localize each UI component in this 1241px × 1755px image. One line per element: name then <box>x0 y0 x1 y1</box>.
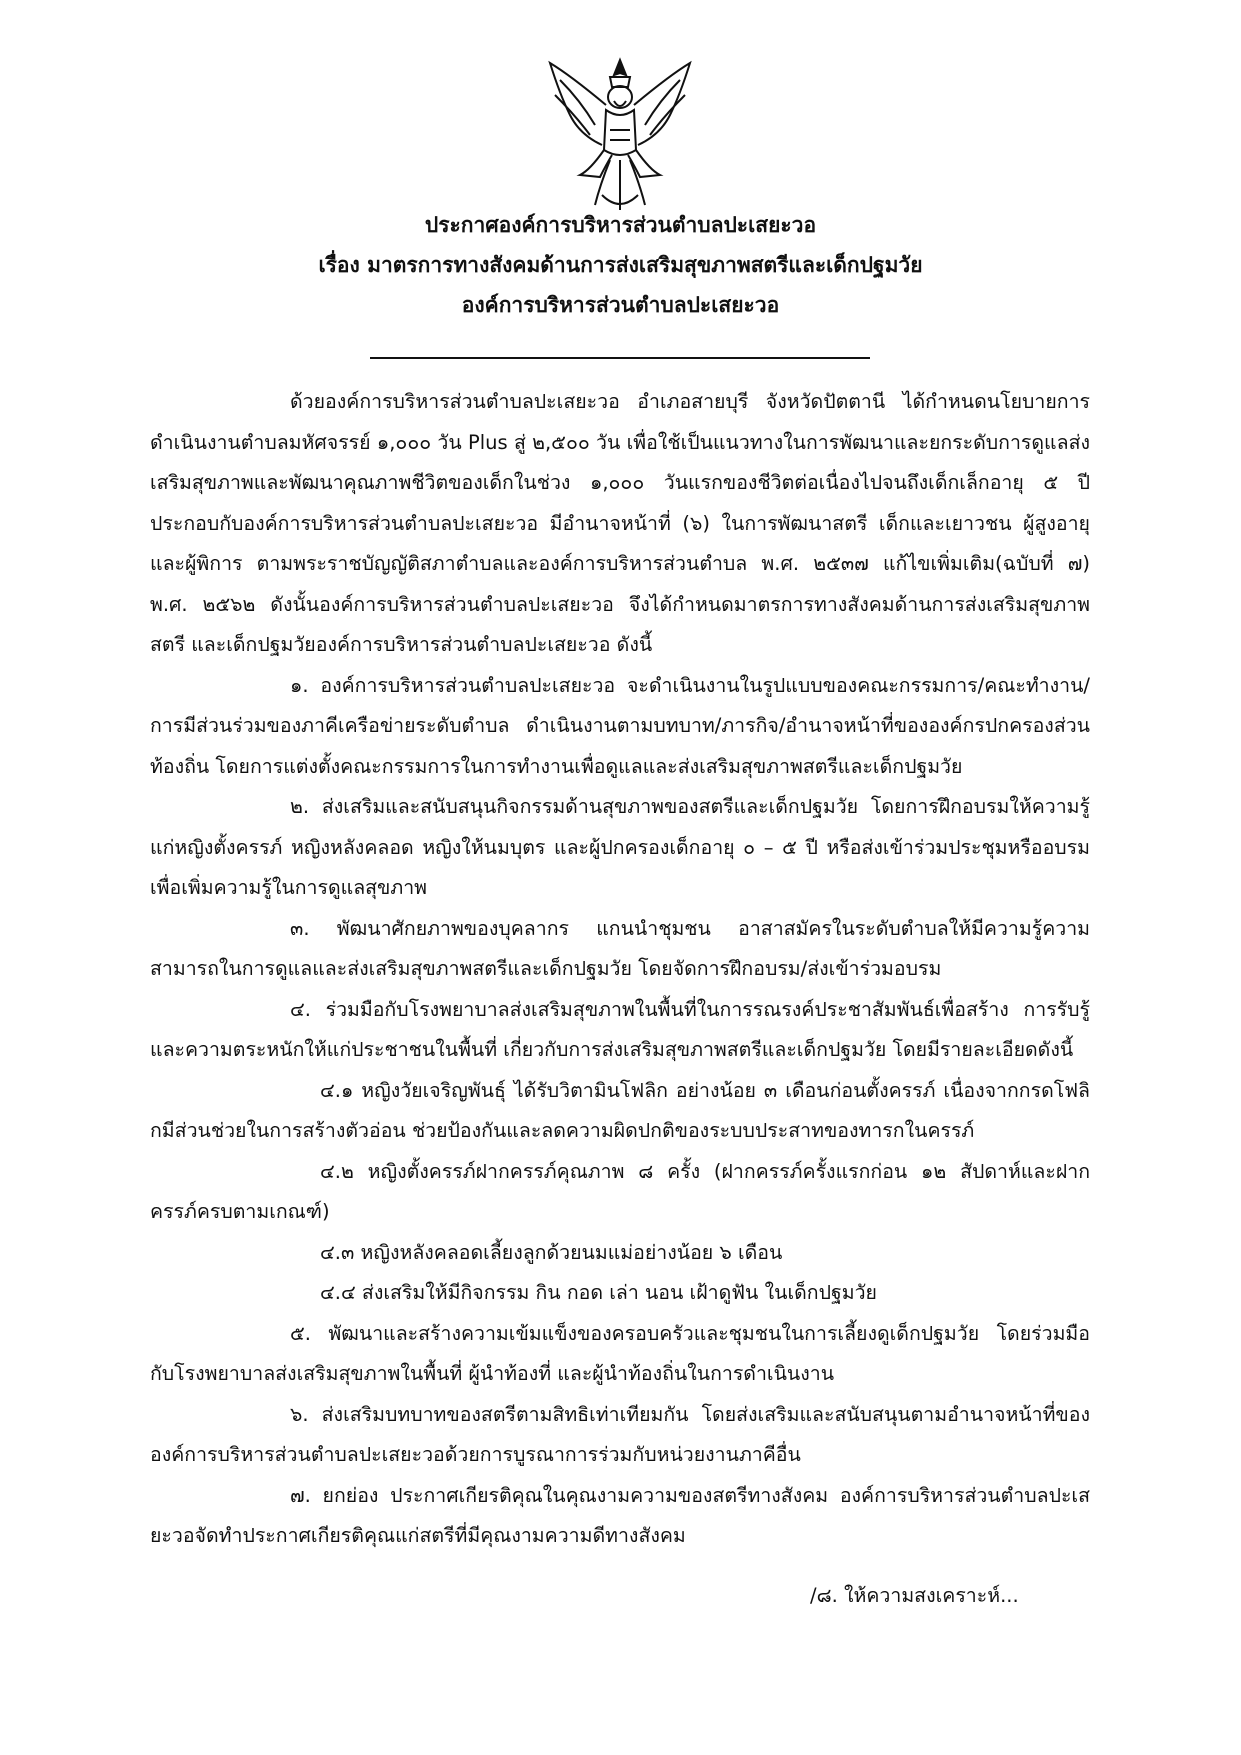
sub-item: ๔.๑ หญิงวัยเจริญพันธุ์ ได้รับวิตามินโฟลิก อย่างน้อย ๓ เดือนก่อนตั้งครรภ์ เนื่องจากกรดโฟลิกมีส่วนช่วยในการสร้างตัวอ่อน ช่วยป้องกันและลดความผิดปกติของระบบประสาทของทารกในครรภ์ <box>150 1078 1090 1142</box>
announcement-title: ประกาศองค์การบริหารส่วนตำบลปะเสยะวอ <box>424 213 817 237</box>
list-item: ๓. พัฒนาศักยภาพของบุคลากร แกนนำชุมชน อาสาสมัครในระดับตำบลให้มีความรู้ความสามารถในการดูแลและส่งเสริมสุขภาพสตรีและเด็กปฐมวัย โดยจัดการฝึกอบรม/ส่งเข้าร่วมอบรม <box>150 916 1090 980</box>
sub-item: ๔.๓ หญิงหลังคลอดเลี้ยงลูกด้วยนมแม่อย่างน้อย ๖ เดือน <box>320 1240 783 1264</box>
list-item: ๖. ส่งเสริมบทบาทของสตรีตามสิทธิเท่าเทียมกัน โดยส่งเสริมและสนับสนุนตามอำนาจหน้าที่ขององค์การบริหารส่วนตำบลปะเสยะวอด้วยการบูรณาการร่วมกับหน่วยงานภาคีอื่น <box>150 1402 1090 1466</box>
continuation-marker: /๘. ให้ความสงเคราะห์... <box>810 1584 1019 1607</box>
garuda-emblem-icon <box>540 55 700 215</box>
list-item: ๕. พัฒนาและสร้างความเข้มแข็งของครอบครัวและชุมชนในการเลี้ยงดูเด็กปฐมวัย โดยร่วมมือกับโรงพยาบาลส่งเสริมสุขภาพในพื้นที่ ผู้นำท้องที่ และผู้นำท้องถิ่นในการดำเนินงาน <box>150 1321 1090 1385</box>
sub-item: ๔.๒ หญิงตั้งครรภ์ฝากครรภ์คุณภาพ ๘ ครั้ง (ฝากครรภ์ครั้งแรกก่อน ๑๒ สัปดาห์และฝากครรภ์ครบตามเกณฑ์) <box>150 1159 1090 1223</box>
sub-item: ๔.๔ ส่งเสริมให้มีกิจกรรม กิน กอด เล่า นอน เฝ้าดูฟัน ในเด็กปฐมวัย <box>320 1281 877 1304</box>
announcement-org: องค์การบริหารส่วนตำบลปะเสยะวอ <box>461 293 780 317</box>
title-divider <box>370 357 870 359</box>
list-item: ๗. ยกย่อง ประกาศเกียรติคุณในคุณงามความของสตรีทางสังคม องค์การบริหารส่วนตำบลปะเสยะวอจัดทำประกาศเกียรติคุณแก่สตรีที่มีคุณงามความดีทางสังคม <box>150 1483 1090 1547</box>
list-item: ๒. ส่งเสริมและสนับสนุนกิจกรรมด้านสุขภาพของสตรีและเด็กปฐมวัย โดยการฝึกอบรมให้ความรู้แก่หญิงตั้งครรภ์ หญิงหลังคลอด หญิงให้นมบุตร และผู้ปกครองเด็กอายุ ๐ – ๕ ปี หรือส่งเข้าร่วมประชุมหรืออบรมเพื่อเพิ่มความรู้ในการดูแลสุขภาพ <box>150 795 1090 899</box>
list-item: ๑. องค์การบริหารส่วนตำบลปะเสยะวอ จะดำเนินงานในรูปแบบของคณะกรรมการ/คณะทำงาน/การมีส่วนร่วมของภาคีเครือข่ายระดับตำบล ดำเนินงานตามบทบาท/ภารกิจ/อำนาจหน้าที่ขององค์กรปกครองส่วนท้องถิ่น โดยการแต่งตั้งคณะกรรมการในการทำงานเพื่อดูแลและส่งเสริมสุขภาพสตรีและเด็กปฐมวัย <box>150 673 1090 778</box>
list-item: ๔. ร่วมมือกับโรงพยาบาลส่งเสริมสุขภาพในพื้นที่ในการรณรงค์ประชาสัมพันธ์เพื่อสร้าง การรับรู้และความตระหนักให้แก่ประชาชนในพื้นที่ เกี่ยวกับการส่งเสริมสุขภาพสตรีและเด็กปฐมวัย โดยมีรายละเอียดดังนี้ <box>150 997 1090 1061</box>
intro-paragraph: ด้วยองค์การบริหารส่วนตำบลปะเสยะวอ อำเภอสายบุรี จังหวัดปัตตานี ได้กำหนดนโยบายการดำเนินงานตำบลมหัศจรรย์ ๑,๐๐๐ วัน Plus สู่ ๒,๕๐๐ วัน เพื่อใช้เป็นแนวทางในการพัฒนาและยกระดับการดูแลส่งเสริมสุขภาพและพัฒนาคุณภาพชีวิตของเด็กในช่วง ๑,๐๐๐ วันแรกของชีวิตต่อเนื่องไปจนถึงเด็กเล็กอายุ ๕ ปี ประกอบกับองค์การบริหารส่วนตำบลปะเสยะวอ มีอำนาจหน้าที่ (๖) ในการพัฒนาสตรี เด็กและเยาวชน ผู้สูงอายุและผู้พิการ ตามพระราชบัญญัติสภาตำบลและองค์การบริหารส่วนตำบล พ.ศ. ๒๕๓๗ แก้ไขเพิ่มเติม(ฉบับที่ ๗) พ.ศ. ๒๕๖๒ ดังนั้นองค์การบริหารส่วนตำบลปะเสยะวอ จึงได้กำหนดมาตรการทางสังคมด้านการส่งเสริมสุขภาพสตรี และเด็กปฐมวัยองค์การบริหารส่วนตำบลปะเสยะวอ ดังนี้ <box>150 390 1090 656</box>
document-body <box>150 382 1090 1557</box>
announcement-subject: เรื่อง มาตรการทางสังคมด้านการส่งเสริมสุขภาพสตรีและเด็กปฐมวัย <box>318 253 923 277</box>
